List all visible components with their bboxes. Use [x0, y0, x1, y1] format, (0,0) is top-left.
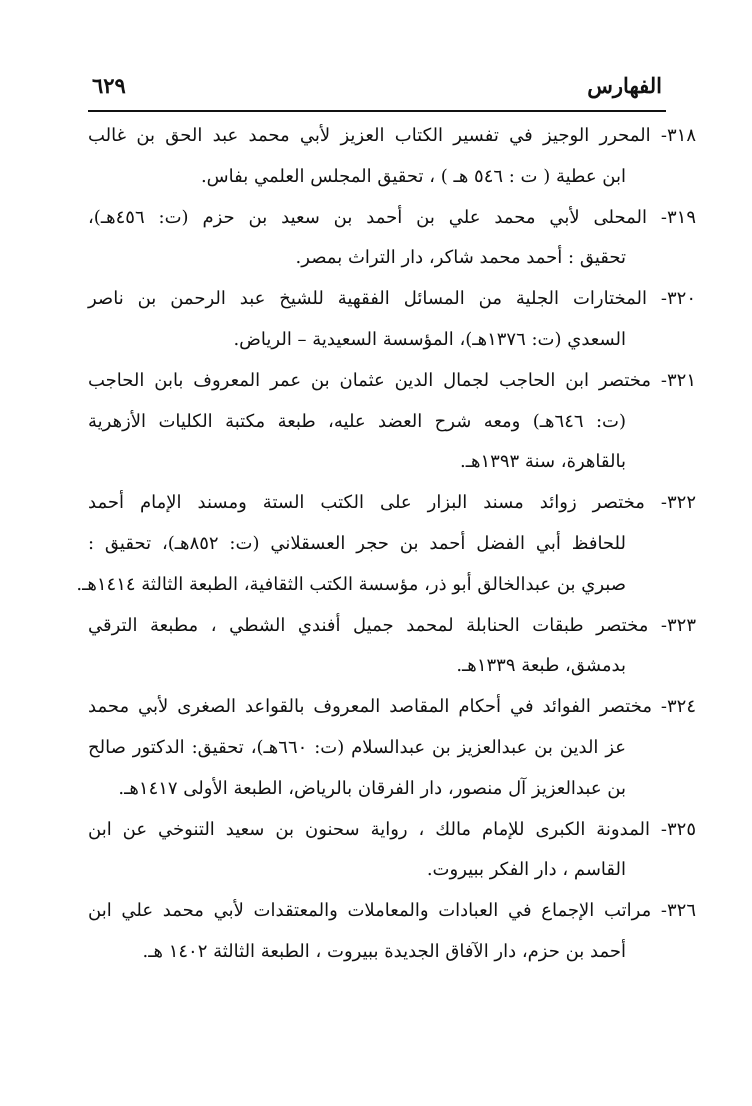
entry-line: القاسم ، دار الفكر ببيروت. — [426, 859, 626, 881]
bibliography-entry-320 — [88, 279, 696, 361]
entry-line: عز الدين بن عبدالعزيز بن عبدالسلام (ت: ٦٦٠هـ)، تحقيق: الدكتور صالح — [88, 736, 626, 758]
entry-line: ٣٢٥- المدونة الكبرى للإمام مالك ، رواية سحنون بن سعيد التنوخي عن ابن — [88, 818, 696, 840]
entry-line: ٣٢٢- مختصر زوائد مسند البزار على الكتب الستة ومسند الإمام أحمد — [88, 492, 696, 514]
entry-line: للحافظ أبي الفضل أحمد بن حجر العسقلاني (ت: ٨٥٢هـ)، تحقيق : — [88, 532, 626, 554]
entry-line: تحقيق : أحمد محمد شاكر، دار التراث بمصر. — [295, 247, 626, 269]
entry-line: ابن عطية ( ت : ٥٤٦ هـ ) ، تحقيق المجلس العلمي بفاس. — [200, 165, 626, 187]
bibliography-entry-326 — [88, 891, 696, 973]
entry-line: (ت: ٦٤٦هـ) ومعه شرح العضد عليه، طبعة مكتبة الكليات الأزهرية — [88, 410, 626, 432]
entry-line: ٣٢١- مختصر ابن الحاجب لجمال الدين عثمان بن عمر المعروف بابن الحاجب — [88, 369, 696, 391]
page-number: ٦٢٩ — [92, 73, 126, 98]
entry-line: بالقاهرة، سنة ١٣٩٣هـ. — [459, 451, 626, 473]
entry-line: ٣٢٦- مراتب الإجماع في العبادات والمعاملات والمعتقدات لأبي محمد علي ابن — [88, 900, 696, 922]
entry-line: صبري بن عبدالخالق أبو ذر، مؤسسة الكتب الثقافية، الطبعة الثالثة ١٤١٤هـ. — [76, 573, 626, 595]
entry-line: السعدي (ت: ١٣٧٦هـ)، المؤسسة السعيدية – الرياض. — [233, 328, 626, 350]
bibliography-list — [76, 116, 696, 973]
entry-line: بن عبدالعزيز آل منصور، دار الفرقان بالرياض، الطبعة الأولى ١٤١٧هـ. — [118, 777, 626, 799]
entry-line: ٣٢٤- مختصر الفوائد في أحكام المقاصد المعروف بالقواعد الصغرى لأبي محمد — [88, 696, 696, 718]
bibliography-entry-323 — [88, 606, 696, 688]
bibliography-entry-321 — [88, 361, 696, 483]
header-rule — [88, 110, 666, 112]
page-header — [92, 70, 662, 102]
bibliography-entry-322 — [76, 483, 696, 605]
bibliography-entry-318 — [88, 116, 696, 198]
entry-line: ٣٢٣- مختصر طبقات الحنابلة لمحمد جميل أفندي الشطي ، مطبعة الترقي — [88, 614, 696, 636]
entry-line: أحمد بن حزم، دار الآفاق الجديدة ببيروت ، الطبعة الثالثة ١٤٠٢ هـ. — [142, 940, 626, 962]
entry-line: ٣١٨- المحرر الوجيز في تفسير الكتاب العزيز لأبي محمد عبد الحق بن غالب — [88, 125, 696, 146]
bibliography-entry-324 — [88, 687, 696, 809]
entry-line: ٣٢٠- المختارات الجلية من المسائل الفقهية للشيخ عبد الرحمن بن ناصر — [88, 288, 696, 310]
running-header-title: الفهارس — [587, 73, 662, 98]
entry-line: بدمشق، طبعة ١٣٣٩هـ. — [456, 655, 626, 677]
bibliography-entry-319 — [88, 198, 696, 280]
entry-line: ٣١٩- المحلى لأبي محمد علي بن أحمد بن سعيد بن حزم (ت: ٤٥٦هـ)، — [88, 206, 696, 228]
bibliography-entry-325 — [88, 810, 696, 892]
